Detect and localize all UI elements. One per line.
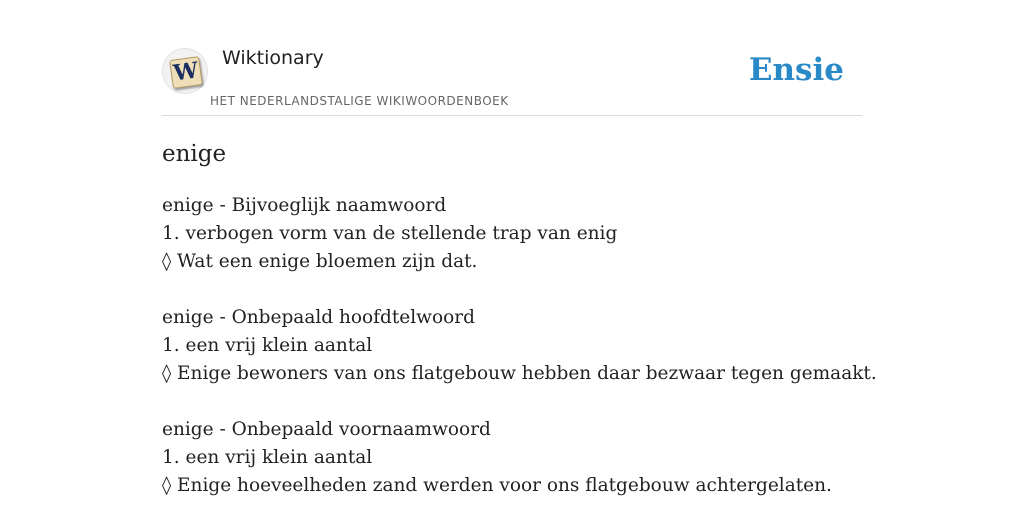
entry-indefinite-pronoun xyxy=(162,416,962,500)
wiktionary-logo[interactable] xyxy=(162,48,208,94)
entry-heading: enige - Bijvoeglijk naamwoord xyxy=(162,195,447,216)
entry-example: ◊ Enige hoeveelheden zand werden voor ons flatgebouw achtergelaten. xyxy=(162,475,832,496)
ensie-brand-link[interactable]: Ensie xyxy=(748,52,844,88)
entry-definition: 1. verbogen vorm van de stellende trap van enig xyxy=(162,223,618,244)
entry-example: ◊ Wat een enige bloemen zijn dat. xyxy=(162,251,478,272)
entry-example: ◊ Enige bewoners van ons flatgebouw hebben daar bezwaar tegen gemaakt. xyxy=(162,363,877,384)
entry-heading: enige - Onbepaald hoofdtelwoord xyxy=(162,307,475,328)
header-divider xyxy=(162,115,862,116)
logo-tile-icon: W xyxy=(169,56,203,89)
entry-adjective xyxy=(162,192,962,276)
entry-definition: 1. een vrij klein aantal xyxy=(162,447,373,468)
page-title: enige xyxy=(162,141,227,167)
entries-list xyxy=(162,192,962,512)
site-header xyxy=(162,44,862,116)
site-tagline: HET NEDERLANDSTALIGE WIKIWOORDENBOEK xyxy=(210,94,509,108)
entry-indefinite-numeral xyxy=(162,304,962,388)
entry-heading: enige - Onbepaald voornaamwoord xyxy=(162,419,491,440)
entry-definition: 1. een vrij klein aantal xyxy=(162,335,373,356)
site-name[interactable]: Wiktionary xyxy=(222,47,324,69)
